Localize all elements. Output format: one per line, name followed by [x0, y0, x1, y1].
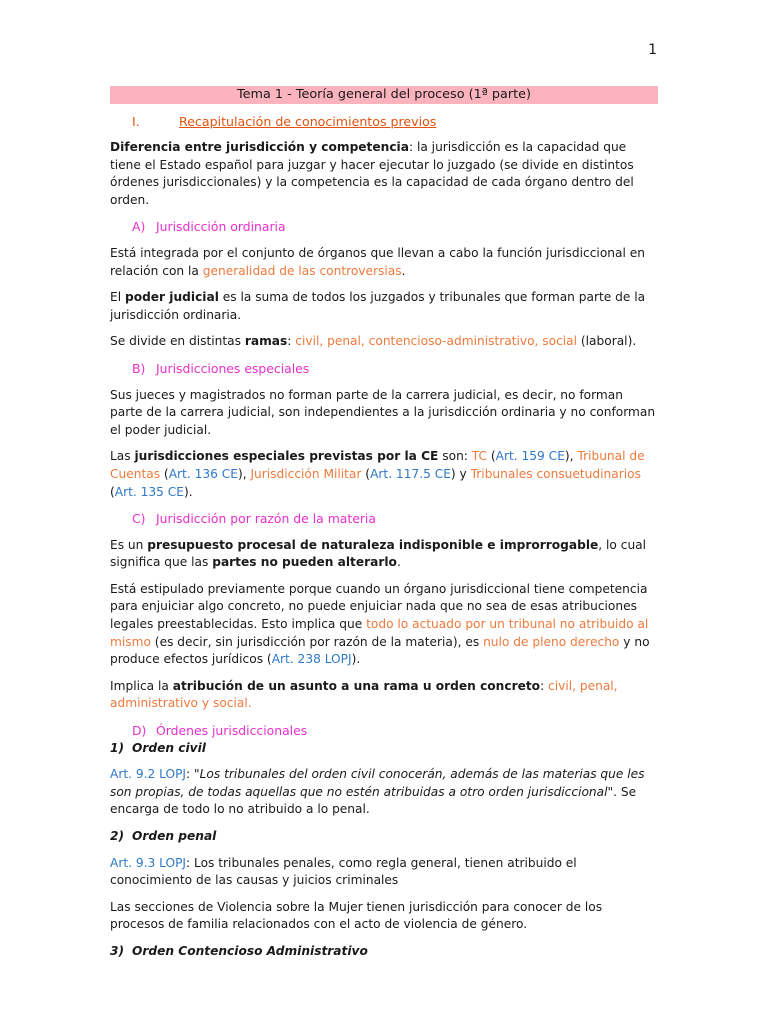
order-heading-contencioso: 3) Orden Contencioso Administrativo — [110, 943, 368, 958]
document-body — [110, 86, 658, 961]
paragraph-d2: Art. 9.3 LOPJ: Los tribunales penales, como regla general, tienen atribuido el conocimiento de las causas y juicios criminales — [110, 855, 577, 888]
paragraph-a2: El poder judicial es la suma de todos los juzgados y tribunales que forman parte de la jurisdicción ordinaria. — [110, 290, 646, 322]
document-title: Tema 1 - Teoría general del proceso (1ª parte) — [110, 86, 658, 104]
order-heading-civil: 1) Orden civil — [110, 740, 206, 755]
subsection-heading-d: D) Órdenes jurisdiccionales — [132, 723, 308, 739]
section-title: Recapitulación de conocimientos previos — [179, 114, 437, 129]
paragraph-definition: Diferencia entre jurisdicción y competencia: la jurisdicción es la capacidad que tiene el Estado español para juzgar y hacer ejecutar lo juzgado (se divide en distintos órdenes jurisdiccionales) y la competencia es la capacidad de cada órgano dentro del orden. — [110, 140, 634, 207]
paragraph-a3: Se divide en distintas ramas: civil, penal, contencioso-administrativo, social (laboral). — [110, 334, 637, 349]
subsection-heading-b: B) Jurisdicciones especiales — [132, 360, 310, 376]
paragraph-c1: Es un presupuesto procesal de naturaleza indisponible e improrrogable, lo cual significa que las partes no pueden alterarlo. — [110, 537, 647, 570]
subsection-heading-a: A) Jurisdicción ordinaria — [132, 219, 286, 235]
bold-term: Diferencia entre jurisdicción y competencia — [110, 140, 409, 154]
section-number: I. — [132, 114, 140, 129]
subsection-heading-c: C) Jurisdicción por razón de la materia — [132, 511, 376, 527]
paragraph-b1: Sus jueces y magistrados no forman parte de la carrera judicial, es decir, no forman parte de la carrera judicial, son independientes a la jurisdicción ordinaria y no conforman el poder judicial. — [110, 387, 656, 437]
paragraph-d3: Las secciones de Violencia sobre la Mujer tienen jurisdicción para conocer de los procesos de familia relacionados con el acto de violencia de género. — [110, 899, 603, 932]
paragraph-d1: Art. 9.2 LOPJ: "Los tribunales del orden civil conocerán, además de las materias que les son propias, de todas aquellas que no estén atribuidas a otro orden jurisdiccional". Se encarga de todo lo no atribuido a lo penal. — [110, 767, 645, 817]
page-number: 1 — [648, 42, 657, 58]
paragraph-c2: Está estipulado previamente porque cuando un órgano jurisdiccional tiene competencia para enjuiciar algo concreto, no puede enjuiciar nada que no sea de esas atribuciones legales preestablecidas. Esto implica que todo lo actuado por un tribunal no atribuido al mismo (es decir, sin jurisdicción por razón de la materia), es nulo de pleno derecho y no produce efectos jurídicos (Art. 238 LOPJ). — [110, 581, 650, 667]
section-heading-i — [110, 114, 658, 129]
paragraph-b2: Las jurisdicciones especiales previstas por la CE son: TC (Art. 159 CE), Tribunal de Cuentas (Art. 136 CE), Jurisdicción Militar (Art. 117.5 CE) y Tribunales consuetudinarios (Art. 135 CE). — [110, 449, 645, 499]
paragraph-a1: Está integrada por el conjunto de órganos que llevan a cabo la función jurisdiccional en relación con la generalidad de las controversias. — [110, 245, 645, 278]
order-heading-penal: 2) Orden penal — [110, 829, 217, 843]
paragraph-c3: Implica la atribución de un asunto a una rama u orden concreto: civil, penal, administrativo y social. — [110, 678, 618, 711]
